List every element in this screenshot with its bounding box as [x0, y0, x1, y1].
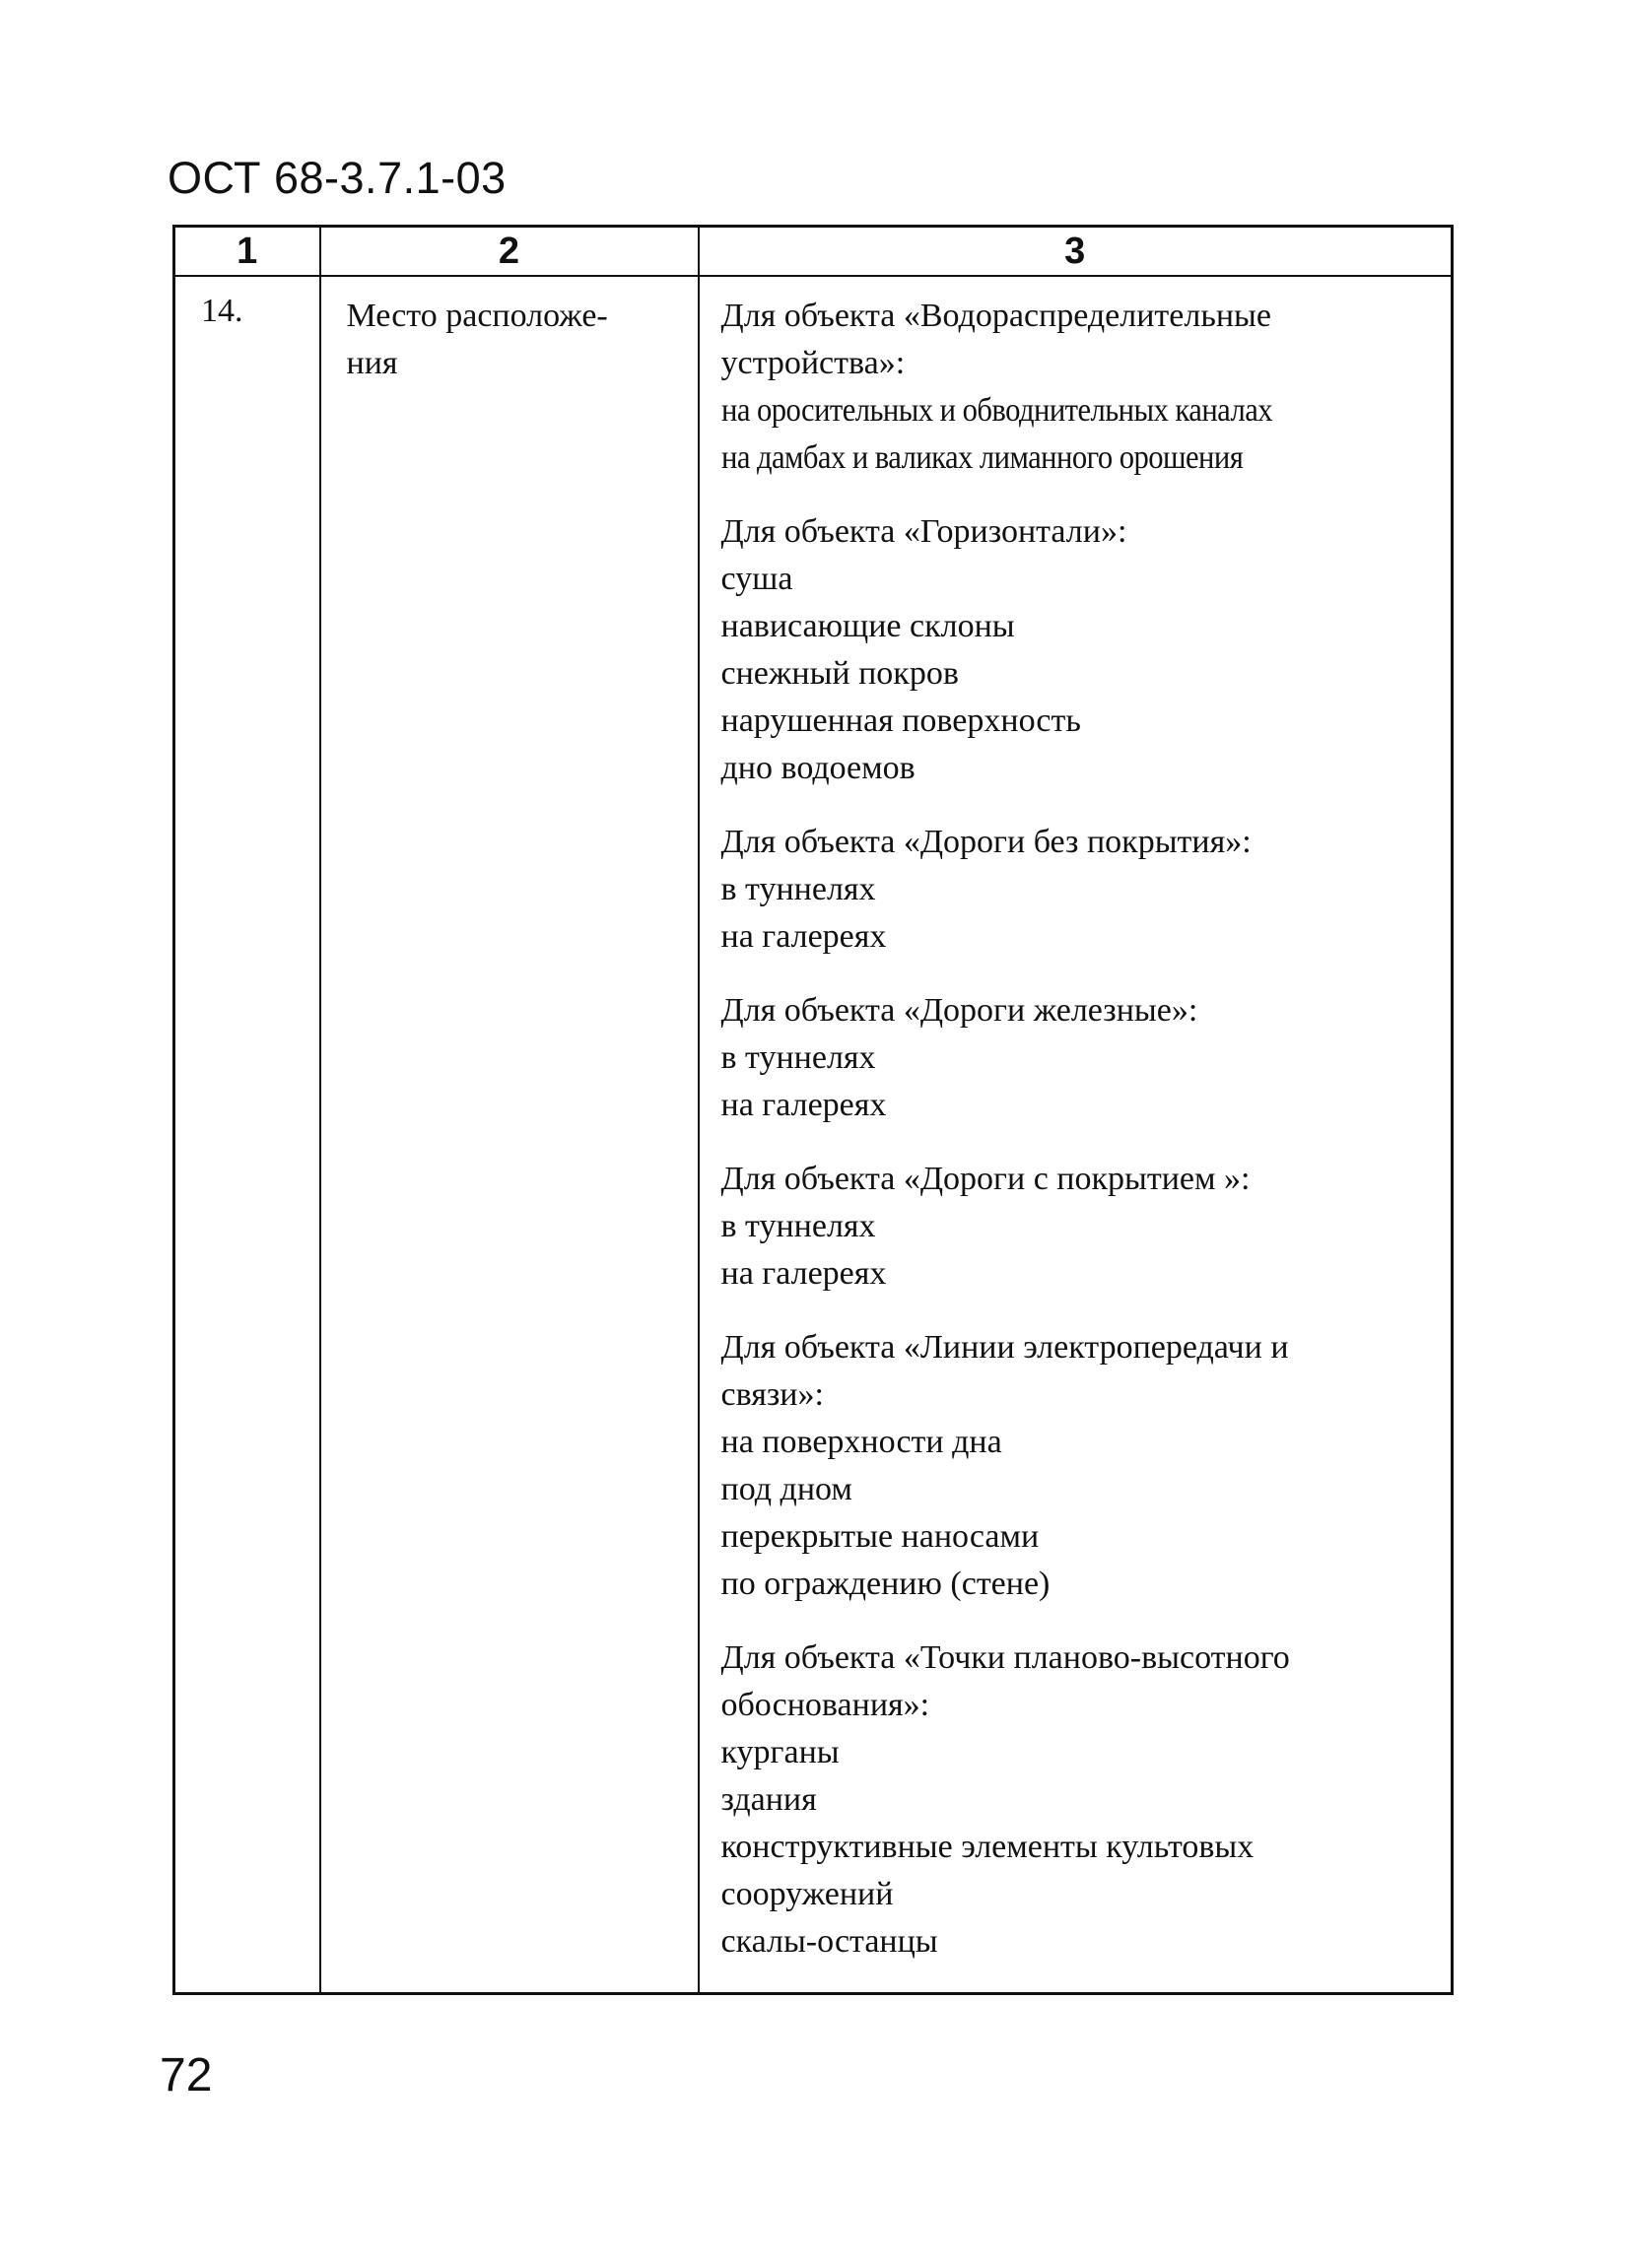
value-item: снежный покров [720, 655, 959, 692]
classification-table [172, 225, 1454, 1995]
value-item: на галереях [720, 918, 887, 955]
group-title-continuation: обоснования»: [720, 1687, 930, 1723]
value-group [721, 508, 1442, 792]
value-item: в туннелях [720, 1208, 876, 1244]
group-title: Для объекта «Горизонтали»: [720, 513, 1127, 550]
value-item: по ограждению (стене) [720, 1566, 1051, 1602]
group-title: Для объекта «Дороги железные»: [720, 992, 1198, 1029]
value-item: в туннелях [720, 871, 876, 907]
group-title: Для объекта «Дороги с покрытием »: [720, 1161, 1251, 1197]
value-group [721, 293, 1442, 482]
value-item: на дамбах и валиках лиманного орошения [720, 439, 1243, 476]
value-group [721, 819, 1442, 961]
value-item: здания [720, 1781, 817, 1818]
value-item: конструктивные элементы культовых [720, 1829, 1255, 1865]
group-title-continuation: связи»: [720, 1376, 824, 1413]
value-item: нарушенная поверхность [720, 702, 1081, 739]
row-number-cell [174, 276, 320, 1994]
table-row [174, 276, 1453, 1994]
value-item: на галереях [720, 1255, 887, 1292]
group-title: Для объекта «Водораспределительные [720, 298, 1271, 334]
value-group [721, 1634, 1442, 1966]
attribute-values-cell [699, 276, 1453, 1994]
value-item: суша [720, 561, 793, 597]
group-title: Для объекта «Дороги без покрытия»: [720, 824, 1252, 860]
row-number: 14. [201, 293, 243, 329]
value-item: курганы [720, 1734, 840, 1770]
value-item: сооружений [720, 1876, 894, 1912]
group-title: Для объекта «Линии электропередачи и [720, 1329, 1289, 1366]
attribute-name-line: Место расположе- [346, 298, 608, 334]
value-item: нависающие склоны [720, 608, 1015, 644]
column-header-2: 2 [320, 227, 699, 277]
value-item: на галереях [720, 1087, 887, 1123]
group-title: Для объекта «Точки планово-высотного [720, 1639, 1290, 1676]
value-group [721, 1156, 1442, 1298]
table-header-row [174, 227, 1453, 277]
value-item: перекрытые наносами [720, 1518, 1040, 1555]
value-item: на оросительных и обводнительных каналах [720, 392, 1272, 429]
column-header-1: 1 [174, 227, 320, 277]
value-item: в туннелях [720, 1039, 876, 1076]
column-header-3: 3 [699, 227, 1453, 277]
value-group [721, 987, 1442, 1129]
value-item: под дном [720, 1471, 852, 1507]
group-title-continuation: устройства»: [720, 345, 906, 381]
attribute-name-cell [320, 276, 699, 1994]
page-number: 72 [160, 2049, 213, 2101]
value-group [721, 1324, 1442, 1608]
attribute-name-line: ния [346, 345, 398, 381]
document-header: ОСТ 68-3.7.1-03 [168, 153, 507, 203]
value-item: дно водоемов [720, 750, 916, 786]
value-item: скалы-останцы [720, 1923, 938, 1960]
value-item: на поверхности дна [720, 1424, 1002, 1460]
